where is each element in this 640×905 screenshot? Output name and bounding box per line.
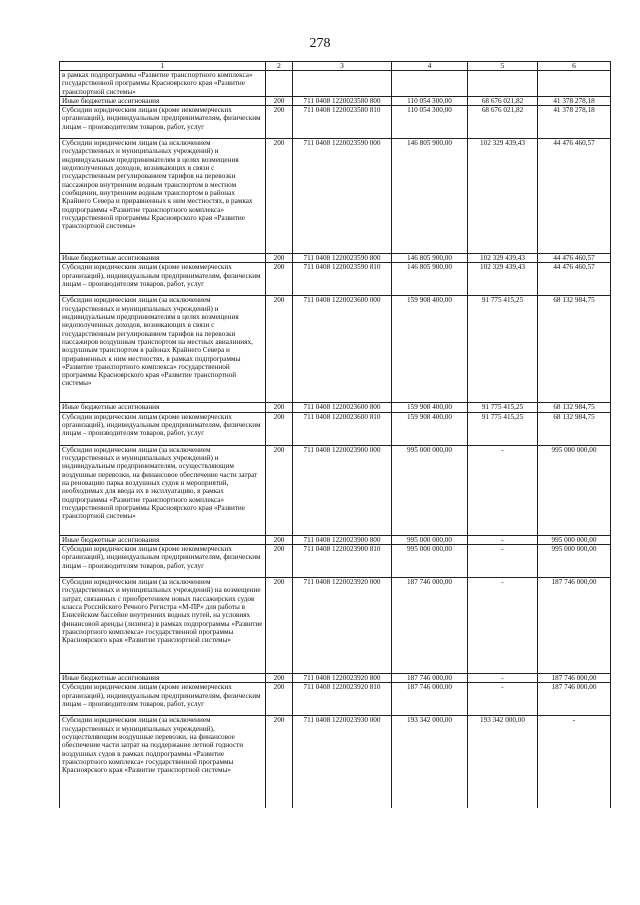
row-name: Иные бюджетные ассигнования [60, 535, 266, 544]
row-kbk: 711 0408 1220023580 800 [293, 96, 392, 105]
row-code: 200 [266, 535, 293, 544]
table-row [60, 139, 611, 254]
row-code: 200 [266, 263, 293, 296]
row-value-5: - [468, 535, 538, 544]
table-row [60, 296, 611, 403]
row-name: Субсидии юридическим лицам (за исключением государственных и муниципальных учреждений) и индивидуальным предпринимателям, осуществляющим воздушные перевозки, на финансовое обеспечение части затрат на реновацию парка воздушных судов и мероприятий, необходимых для ввода их в эксплуатацию, в рамках подпрограммы «Развитие транспортного комплекса» государственной программы Красноярского края «Развитие транспортной системы» [60, 445, 266, 535]
row-value-4: 187 746 000,00 [392, 674, 468, 683]
row-value-4: 110 054 300,00 [392, 96, 468, 105]
row-name: Иные бюджетные ассигнования [60, 254, 266, 263]
column-header-4: 4 [392, 62, 468, 71]
row-name: Субсидии юридическим лицам (за исключением государственных и муниципальных учреждений) на возмещение затрат, связанных с приобретением новых пассажирских судов класса Российского Речного Регистра «М-ПР» для работы в Енисейском бассейне внутренних водных путей, на условиях финансовой аренды (лизинга) в рамках подпрограммы «Развитие транспортного комплекса» государственной программы Красноярского края «Развитие транспортной системы» [60, 578, 266, 674]
table-row [60, 106, 611, 139]
row-code [266, 71, 293, 97]
row-value-4: 146 805 900,00 [392, 263, 468, 296]
row-value-6: 187 746 000,00 [538, 683, 611, 716]
row-value-5: 91 775 415,25 [468, 403, 538, 412]
row-value-4: 110 054 300,00 [392, 106, 468, 139]
row-value-4: 995 000 000,00 [392, 445, 468, 535]
row-value-4: 146 805 900,00 [392, 139, 468, 254]
row-kbk: 711 0408 1220023900 800 [293, 535, 392, 544]
row-code: 200 [266, 716, 293, 808]
row-value-4: 146 805 900,00 [392, 254, 468, 263]
column-header-2: 2 [266, 62, 293, 71]
row-name: в рамках подпрограммы «Развитие транспортного комплекса» государственной программы Красноярского края «Развитие транспортной системы» [60, 71, 266, 97]
row-value-5: - [468, 578, 538, 674]
row-code: 200 [266, 578, 293, 674]
page-number: 278 [309, 36, 331, 51]
row-value-6: 68 132 984,75 [538, 403, 611, 412]
table-row [60, 412, 611, 445]
table-row [60, 445, 611, 535]
row-value-5: - [468, 674, 538, 683]
row-code: 200 [266, 683, 293, 716]
row-kbk [293, 71, 392, 97]
row-name: Иные бюджетные ассигнования [60, 403, 266, 412]
row-code: 200 [266, 403, 293, 412]
row-code: 200 [266, 296, 293, 403]
row-value-6: 995 000 000,00 [538, 535, 611, 544]
row-kbk: 711 0408 1220023920 000 [293, 578, 392, 674]
row-value-6: 41 378 278,18 [538, 106, 611, 139]
row-kbk: 711 0408 1220023600 810 [293, 412, 392, 445]
row-kbk: 711 0408 1220023900 810 [293, 545, 392, 578]
row-value-6 [538, 71, 611, 97]
row-value-6: 44 476 460,57 [538, 263, 611, 296]
row-value-4: 187 746 000,00 [392, 683, 468, 716]
table-row [60, 535, 611, 544]
row-kbk: 711 0408 1220023930 000 [293, 716, 392, 808]
row-name: Субсидии юридическим лицам (за исключением государственных и муниципальных учреждений) и индивидуальным предпринимателям в целях возмещения недополученных доходов, возникающих в связи с государственным регулированием тарифов на перевозки пассажиров внутренним водным транспортом в местном сообщении, внутренним водным транспортом в районах Крайнего Севера и приравненных к ним местностях, в рамках подпрограммы «Развитие транспортного комплекса» государственной программы Красноярского края «Развитие транспортной системы» [60, 139, 266, 254]
row-value-6: 44 476 460,57 [538, 139, 611, 254]
row-kbk: 711 0408 1220023590 800 [293, 254, 392, 263]
row-name: Субсидии юридическим лицам (за исключением государственных и муниципальных учреждений), осуществляющим воздушные перевозки, на финансовое обеспечение части затрат на поддержание летной годности воздушных судов в рамках подпрограммы «Развитие транспортного комплекса» государственной программы Красноярского края «Развитие транспортной системы» [60, 716, 266, 808]
row-value-4: 187 746 000,00 [392, 578, 468, 674]
table-row [60, 263, 611, 296]
row-value-6: 68 132 984,75 [538, 412, 611, 445]
table-row [60, 716, 611, 808]
row-code: 200 [266, 96, 293, 105]
row-value-6: 68 132 984,75 [538, 296, 611, 403]
budget-table [59, 61, 611, 808]
row-name: Субсидии юридическим лицам (за исключением государственных и муниципальных учреждений) и индивидуальным предпринимателям в целях возмещения недополученных доходов, возникающих в связи с государственным регулированием тарифов на перевозки пассажиров воздушным транспортом на местных авиалиниях, воздушным транспортом в районах Крайнего Севера и приравненных к ним местностях, в рамках подпрограммы «Развитие транспортного комплекса» государственной программы Красноярского края «Развитие транспортной системы» [60, 296, 266, 403]
row-value-4 [392, 71, 468, 97]
table-row [60, 71, 611, 97]
column-header-6: 6 [538, 62, 611, 71]
row-kbk: 711 0408 1220023920 810 [293, 683, 392, 716]
row-value-4: 193 342 000,00 [392, 716, 468, 808]
row-kbk: 711 0408 1220023590 000 [293, 139, 392, 254]
row-value-5: 91 775 415,25 [468, 412, 538, 445]
row-code: 200 [266, 139, 293, 254]
row-value-5: - [468, 445, 538, 535]
column-header-5: 5 [468, 62, 538, 71]
table-row [60, 403, 611, 412]
row-name: Субсидии юридическим лицам (кроме некоммерческих организаций), индивидуальным предпринимателям, физическим лицам – производителям товаров, работ, услуг [60, 545, 266, 578]
row-value-4: 159 908 400,00 [392, 296, 468, 403]
row-value-5: 193 342 000,00 [468, 716, 538, 808]
row-kbk: 711 0408 1220023580 810 [293, 106, 392, 139]
row-value-5: 102 329 439,43 [468, 139, 538, 254]
column-number-row [60, 62, 611, 71]
row-name: Субсидии юридическим лицам (кроме некоммерческих организаций), индивидуальным предпринимателям, физическим лицам – производителям товаров, работ, услуг [60, 683, 266, 716]
row-code: 200 [266, 674, 293, 683]
row-value-6: 995 000 000,00 [538, 545, 611, 578]
row-value-4: 159 908 400,00 [392, 412, 468, 445]
table-row [60, 674, 611, 683]
row-value-5: 102 329 439,43 [468, 263, 538, 296]
row-value-6: 187 746 000,00 [538, 674, 611, 683]
table-row [60, 254, 611, 263]
row-value-6: 995 000 000,00 [538, 445, 611, 535]
row-value-5: - [468, 683, 538, 716]
row-code: 200 [266, 412, 293, 445]
row-kbk: 711 0408 1220023920 800 [293, 674, 392, 683]
row-value-6: 44 476 460,57 [538, 254, 611, 263]
row-name: Иные бюджетные ассигнования [60, 96, 266, 105]
table-row [60, 545, 611, 578]
row-value-6: - [538, 716, 611, 808]
row-value-5: 68 676 021,82 [468, 96, 538, 105]
row-value-5: - [468, 545, 538, 578]
row-value-5: 102 329 439,43 [468, 254, 538, 263]
row-value-6: 41 378 278,18 [538, 96, 611, 105]
row-kbk: 711 0408 1220023600 000 [293, 296, 392, 403]
row-value-4: 995 000 000,00 [392, 535, 468, 544]
table-row [60, 96, 611, 105]
row-code: 200 [266, 106, 293, 139]
row-kbk: 711 0408 1220023600 800 [293, 403, 392, 412]
row-value-4: 995 000 000,00 [392, 545, 468, 578]
row-value-4: 159 908 400,00 [392, 403, 468, 412]
row-kbk: 711 0408 1220023590 810 [293, 263, 392, 296]
row-code: 200 [266, 445, 293, 535]
row-code: 200 [266, 254, 293, 263]
column-header-3: 3 [293, 62, 392, 71]
row-name: Субсидии юридическим лицам (кроме некоммерческих организаций), индивидуальным предпринимателям, физическим лицам – производителям товаров, работ, услуг [60, 106, 266, 139]
table-row [60, 578, 611, 674]
table-row [60, 683, 611, 716]
row-name: Иные бюджетные ассигнования [60, 674, 266, 683]
row-value-5 [468, 71, 538, 97]
row-name: Субсидии юридическим лицам (кроме некоммерческих организаций), индивидуальным предпринимателям, физическим лицам – производителям товаров, работ, услуг [60, 263, 266, 296]
row-name: Субсидии юридическим лицам (кроме некоммерческих организаций), индивидуальным предпринимателям, физическим лицам – производителям товаров, работ, услуг [60, 412, 266, 445]
row-code: 200 [266, 545, 293, 578]
row-value-5: 91 775 415,25 [468, 296, 538, 403]
row-value-5: 68 676 021,82 [468, 106, 538, 139]
column-header-1: 1 [60, 62, 266, 71]
row-value-6: 187 746 000,00 [538, 578, 611, 674]
row-kbk: 711 0408 1220023900 000 [293, 445, 392, 535]
